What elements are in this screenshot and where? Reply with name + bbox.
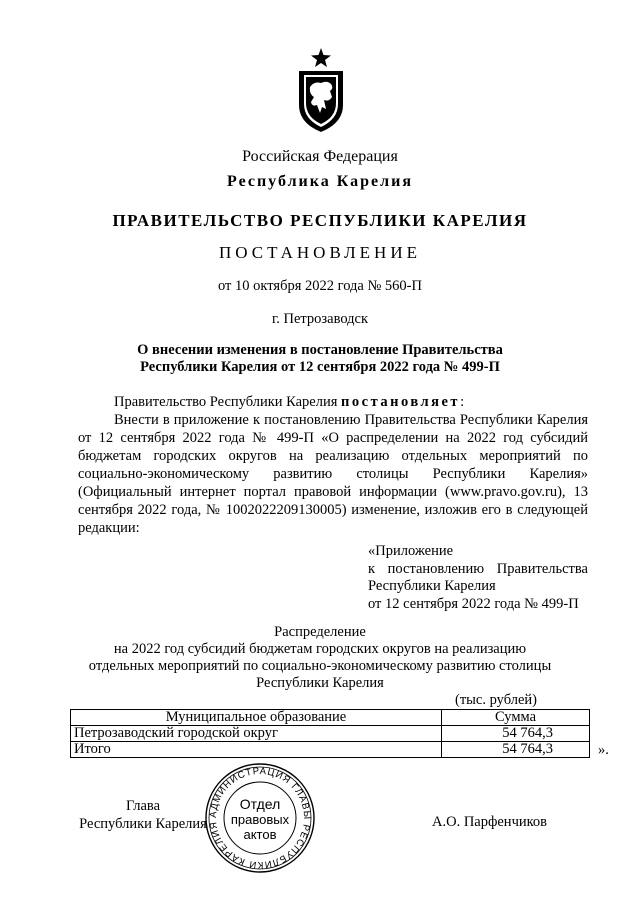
signatory-title-line: Республики Карелия [79,816,207,832]
stamp-line: актов [243,827,277,842]
decree-body [78,393,588,537]
appendix-header [368,543,588,613]
distribution-line: Республики Карелия [256,675,384,691]
decree-intro [78,393,588,411]
official-stamp [204,762,316,874]
distribution-table [70,709,590,758]
signatory-name: А.О. Парфенчиков [432,814,548,830]
stamp-line: правовых [230,812,290,827]
appendix-line: от 12 сентября 2022 года № 499-П [368,595,579,612]
colon: : [460,394,465,410]
table-cell: 54 764,3 [442,742,590,758]
distribution-line: отдельных мероприятий по социально-экономическому развитию столицы [88,658,552,674]
country-name: Российская Федерация [242,148,398,165]
date-number: от 10 октября 2022 года № 560-П [218,278,422,294]
table-row [71,726,590,742]
coat-of-arms-emblem [296,47,346,133]
column-header: Муниципальное образование [71,710,442,726]
stamp-line: Отдел [239,796,281,812]
city: г. Петрозаводск [271,311,369,327]
signatory-title-line: Глава [125,798,161,814]
intro-text: Правительство Республики Карелия [114,394,342,410]
table-header-row [71,710,590,726]
units-label: (тыс. рублей) [455,692,537,708]
closing-quote: ». [598,742,609,758]
table-cell: Петрозаводский городской округ [71,726,442,742]
table-cell: Итого [71,742,442,758]
document-type: ПОСТАНОВЛЕНИЕ [218,243,421,262]
signatory-title [78,797,208,833]
table-row [71,742,590,758]
distribution-line: на 2022 год субсидий бюджетам городских округов на реализацию [113,641,527,657]
distribution-heading: Распределение [274,624,366,640]
appendix-line: «Приложение [368,543,454,559]
decree-word: постановляет [341,394,461,410]
region-name: Республика Карелия [227,173,413,190]
appendix-line: Республики Карелия [368,578,496,594]
subject-line: Республики Карелия от 12 сентября 2022 года № 499-П [140,359,500,375]
distribution-title [0,624,640,692]
decree-paragraph: Внести в приложение к постановлению Правительства Республики Карелия от 12 сентября 2022 года № 499-П «О распределении на 2022 год субсидий бюджетам городских округов на реализацию отдельных мероприятий по социально-экономическому развитию столицы Республики Карелия» (Официальный интернет портал правовой информации (www.pravo.gov.ru), 13 сентября 2022 года, № 1002022209130005) изменение, изложив его в следующей редакции: [78,412,588,536]
star-icon [311,48,331,67]
stamp-ring-text: АДМИНИСТРАЦИЯ ГЛАВЫ РЕСПУБЛИКИ КАРЕЛИЯ [207,765,313,871]
subject-line: О внесении изменения в постановление Правительства [137,342,503,358]
appendix-line: к постановлению Правительства [368,560,588,577]
column-header: Сумма [442,710,590,726]
document-subject [0,342,640,376]
table-cell: 54 764,3 [442,726,590,742]
government-title: ПРАВИТЕЛЬСТВО РЕСПУБЛИКИ КАРЕЛИЯ [112,211,528,230]
